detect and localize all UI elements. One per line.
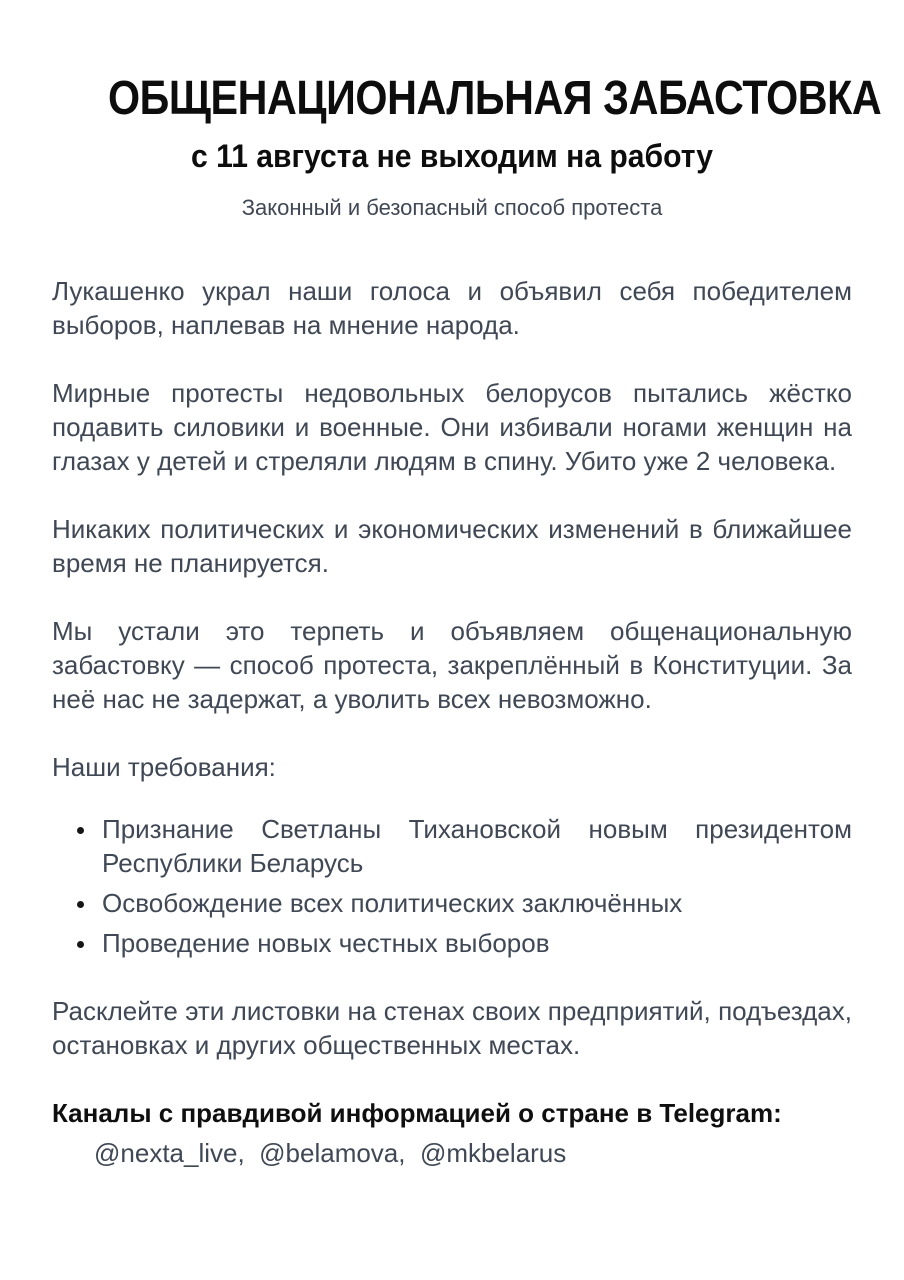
leaflet-title: ОБЩЕНАЦИОНАЛЬНАЯ ЗАБАСТОВКА: [108, 72, 882, 125]
demands-list: [52, 812, 852, 960]
paragraph-protest-crackdown: Мирные протесты недовольных белорусов пытались жёстко подавить силовики и военные. Они избивали ногами женщин на глазах у детей и стреляли людям в спину. Убито уже 2 человека.: [52, 378, 852, 477]
telegram-channel-handles: @nexta_live, @belamova, @mkbelarus: [94, 1138, 567, 1169]
telegram-channels-heading: Каналы с правдивой информацией о стране в Telegram:: [52, 1098, 782, 1129]
paragraph-strike-announcement: Мы устали это терпеть и объявляем общенациональную забастовку — способ протеста, закреплённый в Конституции. За неё нас не задержат, а уволить всех невозможно.: [52, 616, 852, 715]
leaflet-tagline: Законный и безопасный способ протеста: [241, 194, 663, 220]
demand-item: • Проведение новых честных выборов: [98, 926, 852, 960]
demand-item: • Признание Светланы Тихановской новым президентом Республики Беларусь: [98, 812, 852, 880]
paragraph-election-stolen: Лукашенко украл наши голоса и объявил себя победителем выборов, наплевав на мнение народа.: [52, 276, 852, 341]
call-to-action: Расклейте эти листовки на стенах своих предприятий, подъездах, остановках и других общественных местах.: [52, 996, 852, 1061]
leaflet-subtitle: с 11 августа не выходим на работу: [191, 137, 713, 174]
paragraph-no-changes: Никаких политических и экономических изменений в ближайшее время не планируется.: [52, 514, 852, 579]
demand-item: • Освобождение всех политических заключённых: [98, 886, 852, 920]
demands-heading: Наши требования:: [52, 752, 276, 783]
